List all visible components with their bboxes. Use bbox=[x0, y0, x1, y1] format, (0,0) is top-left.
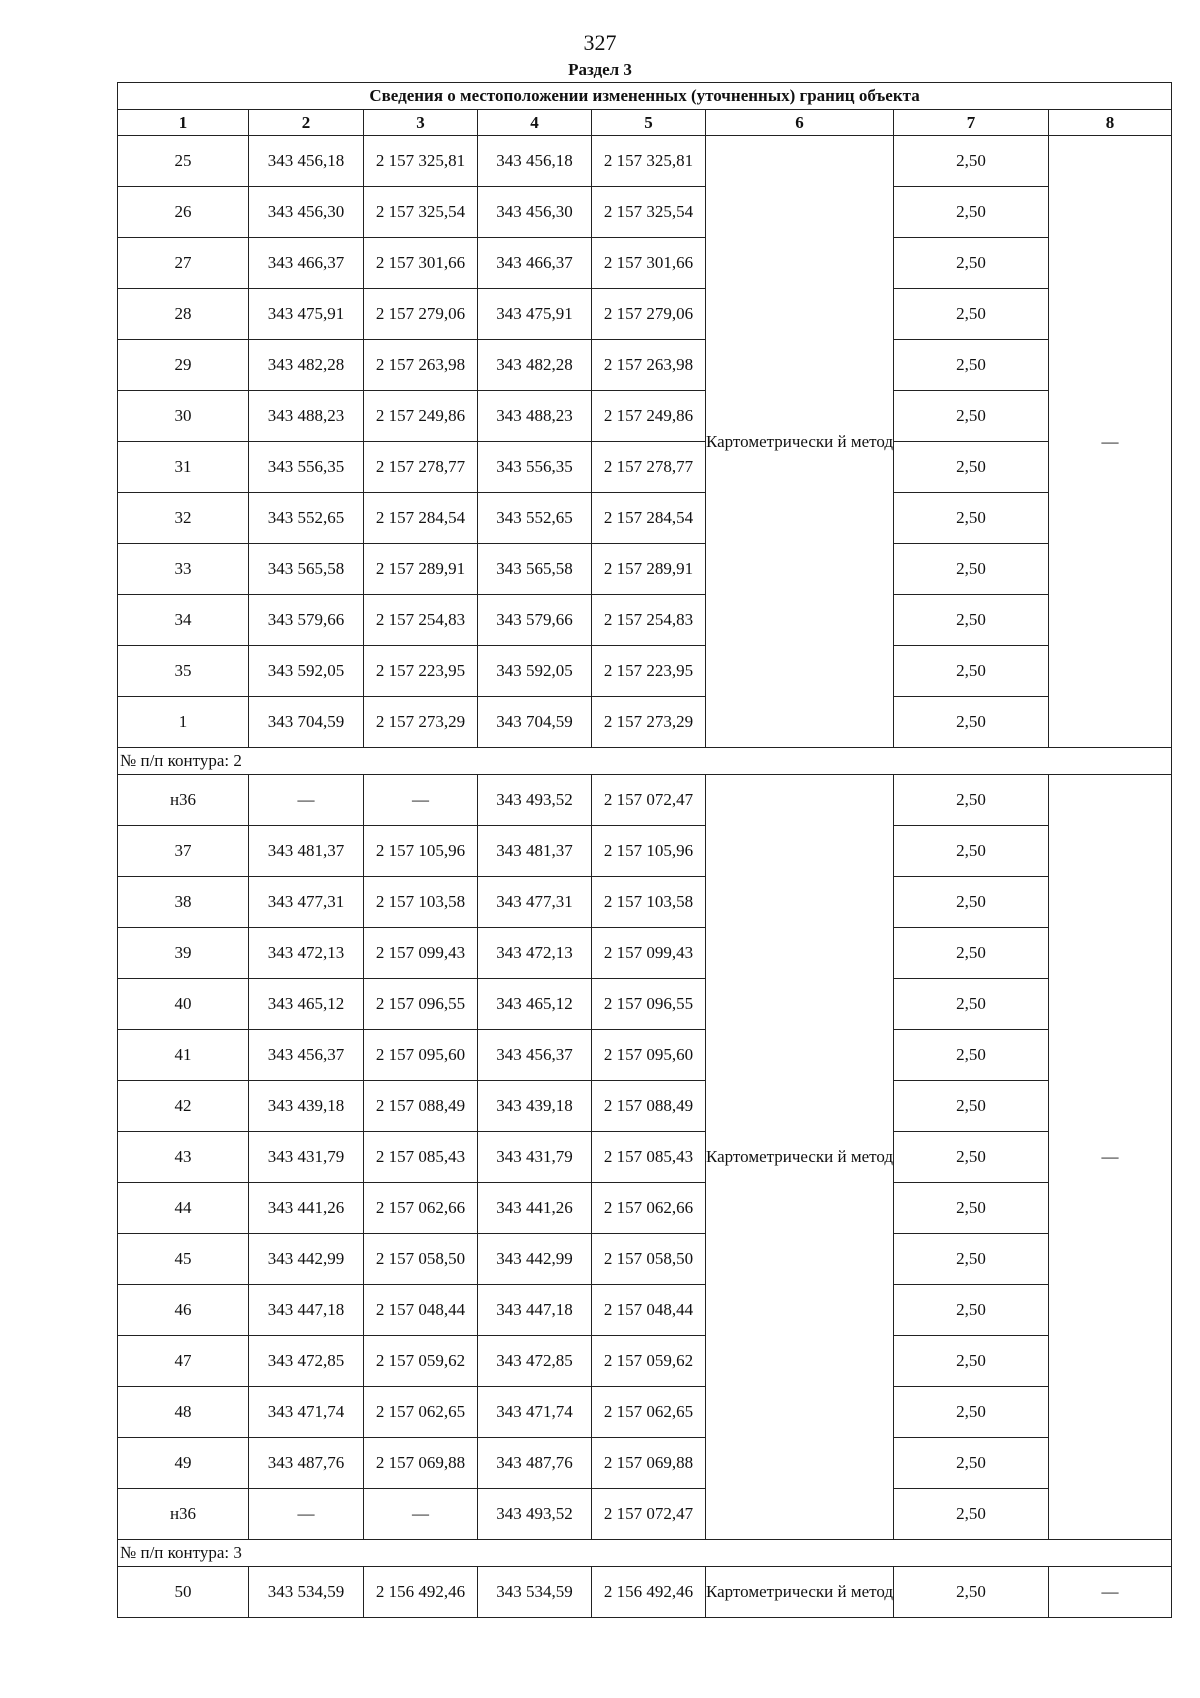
new-y-cell: 2 157 278,77 bbox=[592, 442, 706, 493]
old-x-cell: 343 534,59 bbox=[249, 1567, 364, 1618]
old-y-cell: 2 157 289,91 bbox=[364, 544, 478, 595]
point-number-cell: н36 bbox=[118, 1489, 249, 1540]
new-x-cell: 343 431,79 bbox=[478, 1132, 592, 1183]
old-x-cell: 343 579,66 bbox=[249, 595, 364, 646]
section-title: Раздел 3 bbox=[568, 60, 632, 79]
new-x-cell: 343 471,74 bbox=[478, 1387, 592, 1438]
method-cell: Картометрически й метод bbox=[706, 775, 894, 1540]
column-header: 5 bbox=[592, 110, 706, 136]
accuracy-cell: 2,50 bbox=[894, 238, 1049, 289]
point-number-cell: 38 bbox=[118, 877, 249, 928]
new-x-cell: 343 552,65 bbox=[478, 493, 592, 544]
accuracy-cell: 2,50 bbox=[894, 289, 1049, 340]
old-y-cell: 2 157 058,50 bbox=[364, 1234, 478, 1285]
point-number-cell: 25 bbox=[118, 136, 249, 187]
accuracy-cell: 2,50 bbox=[894, 1285, 1049, 1336]
point-number-cell: 46 bbox=[118, 1285, 249, 1336]
accuracy-cell: 2,50 bbox=[894, 697, 1049, 748]
new-x-cell: 343 477,31 bbox=[478, 877, 592, 928]
table-row bbox=[118, 1030, 1172, 1081]
column-header-row bbox=[118, 110, 1172, 136]
table-row bbox=[118, 544, 1172, 595]
table-row bbox=[118, 1336, 1172, 1387]
new-y-cell: 2 157 301,66 bbox=[592, 238, 706, 289]
table-row bbox=[118, 1489, 1172, 1540]
point-number-cell: 29 bbox=[118, 340, 249, 391]
old-x-cell: — bbox=[249, 775, 364, 826]
point-number-cell: 28 bbox=[118, 289, 249, 340]
new-y-cell: 2 157 088,49 bbox=[592, 1081, 706, 1132]
old-x-cell: 343 456,18 bbox=[249, 136, 364, 187]
old-y-cell: 2 157 105,96 bbox=[364, 826, 478, 877]
old-y-cell: 2 157 325,54 bbox=[364, 187, 478, 238]
old-x-cell: 343 472,13 bbox=[249, 928, 364, 979]
new-x-cell: 343 493,52 bbox=[478, 775, 592, 826]
old-x-cell: 343 482,28 bbox=[249, 340, 364, 391]
old-x-cell: 343 431,79 bbox=[249, 1132, 364, 1183]
new-y-cell: 2 157 325,54 bbox=[592, 187, 706, 238]
table-row bbox=[118, 877, 1172, 928]
accuracy-cell: 2,50 bbox=[894, 1387, 1049, 1438]
old-y-cell: 2 157 223,95 bbox=[364, 646, 478, 697]
table-row bbox=[118, 1132, 1172, 1183]
accuracy-cell: 2,50 bbox=[894, 979, 1049, 1030]
new-y-cell: 2 156 492,46 bbox=[592, 1567, 706, 1618]
old-y-cell: 2 157 249,86 bbox=[364, 391, 478, 442]
new-y-cell: 2 157 223,95 bbox=[592, 646, 706, 697]
point-number-cell: 48 bbox=[118, 1387, 249, 1438]
new-x-cell: 343 482,28 bbox=[478, 340, 592, 391]
description-cell: — bbox=[1049, 1567, 1172, 1618]
column-header: 2 bbox=[249, 110, 364, 136]
column-header: 4 bbox=[478, 110, 592, 136]
old-y-cell: 2 157 095,60 bbox=[364, 1030, 478, 1081]
old-y-cell: 2 157 325,81 bbox=[364, 136, 478, 187]
point-number-cell: 31 bbox=[118, 442, 249, 493]
old-y-cell: — bbox=[364, 1489, 478, 1540]
new-x-cell: 343 475,91 bbox=[478, 289, 592, 340]
new-y-cell: 2 157 072,47 bbox=[592, 775, 706, 826]
accuracy-cell: 2,50 bbox=[894, 442, 1049, 493]
new-y-cell: 2 157 099,43 bbox=[592, 928, 706, 979]
page-number: 327 bbox=[583, 30, 617, 55]
old-y-cell: 2 157 069,88 bbox=[364, 1438, 478, 1489]
accuracy-cell: 2,50 bbox=[894, 826, 1049, 877]
point-number-cell: 34 bbox=[118, 595, 249, 646]
old-x-cell: 343 466,37 bbox=[249, 238, 364, 289]
new-x-cell: 343 442,99 bbox=[478, 1234, 592, 1285]
accuracy-cell: 2,50 bbox=[894, 340, 1049, 391]
point-number-cell: н36 bbox=[118, 775, 249, 826]
table-row bbox=[118, 1081, 1172, 1132]
old-y-cell: — bbox=[364, 775, 478, 826]
old-y-cell: 2 157 048,44 bbox=[364, 1285, 478, 1336]
description-cell: — bbox=[1049, 775, 1172, 1540]
old-y-cell: 2 157 278,77 bbox=[364, 442, 478, 493]
old-x-cell: 343 704,59 bbox=[249, 697, 364, 748]
new-x-cell: 343 481,37 bbox=[478, 826, 592, 877]
old-y-cell: 2 157 085,43 bbox=[364, 1132, 478, 1183]
old-x-cell: — bbox=[249, 1489, 364, 1540]
old-y-cell: 2 157 059,62 bbox=[364, 1336, 478, 1387]
contour-label: № п/п контура: 3 bbox=[118, 1540, 1172, 1567]
table-row bbox=[118, 187, 1172, 238]
old-x-cell: 343 456,30 bbox=[249, 187, 364, 238]
old-x-cell: 343 477,31 bbox=[249, 877, 364, 928]
old-x-cell: 343 471,74 bbox=[249, 1387, 364, 1438]
old-x-cell: 343 447,18 bbox=[249, 1285, 364, 1336]
new-y-cell: 2 157 279,06 bbox=[592, 289, 706, 340]
new-x-cell: 343 466,37 bbox=[478, 238, 592, 289]
column-header: 7 bbox=[894, 110, 1049, 136]
boundary-coordinates-table bbox=[117, 82, 1172, 1618]
table-row bbox=[118, 493, 1172, 544]
new-y-cell: 2 157 048,44 bbox=[592, 1285, 706, 1336]
new-y-cell: 2 157 103,58 bbox=[592, 877, 706, 928]
new-y-cell: 2 157 062,66 bbox=[592, 1183, 706, 1234]
old-y-cell: 2 157 103,58 bbox=[364, 877, 478, 928]
new-x-cell: 343 565,58 bbox=[478, 544, 592, 595]
old-x-cell: 343 475,91 bbox=[249, 289, 364, 340]
new-x-cell: 343 556,35 bbox=[478, 442, 592, 493]
new-x-cell: 343 465,12 bbox=[478, 979, 592, 1030]
column-header: 3 bbox=[364, 110, 478, 136]
description-cell: — bbox=[1049, 136, 1172, 748]
accuracy-cell: 2,50 bbox=[894, 1489, 1049, 1540]
contour-row bbox=[118, 1540, 1172, 1567]
new-x-cell: 343 456,18 bbox=[478, 136, 592, 187]
accuracy-cell: 2,50 bbox=[894, 391, 1049, 442]
new-y-cell: 2 157 096,55 bbox=[592, 979, 706, 1030]
point-number-cell: 26 bbox=[118, 187, 249, 238]
point-number-cell: 30 bbox=[118, 391, 249, 442]
accuracy-cell: 2,50 bbox=[894, 1567, 1049, 1618]
new-x-cell: 343 472,85 bbox=[478, 1336, 592, 1387]
contour-label: № п/п контура: 2 bbox=[118, 748, 1172, 775]
point-number-cell: 44 bbox=[118, 1183, 249, 1234]
table-row bbox=[118, 1438, 1172, 1489]
accuracy-cell: 2,50 bbox=[894, 595, 1049, 646]
accuracy-cell: 2,50 bbox=[894, 1438, 1049, 1489]
new-x-cell: 343 488,23 bbox=[478, 391, 592, 442]
accuracy-cell: 2,50 bbox=[894, 544, 1049, 595]
old-y-cell: 2 157 062,66 bbox=[364, 1183, 478, 1234]
table-row bbox=[118, 442, 1172, 493]
new-y-cell: 2 157 072,47 bbox=[592, 1489, 706, 1540]
table-row bbox=[118, 289, 1172, 340]
new-x-cell: 343 579,66 bbox=[478, 595, 592, 646]
point-number-cell: 1 bbox=[118, 697, 249, 748]
new-x-cell: 343 456,30 bbox=[478, 187, 592, 238]
accuracy-cell: 2,50 bbox=[894, 1030, 1049, 1081]
table-row bbox=[118, 1387, 1172, 1438]
old-x-cell: 343 556,35 bbox=[249, 442, 364, 493]
column-header: 1 bbox=[118, 110, 249, 136]
table-row bbox=[118, 1285, 1172, 1336]
point-number-cell: 40 bbox=[118, 979, 249, 1030]
column-header: 6 bbox=[706, 110, 894, 136]
table-row bbox=[118, 979, 1172, 1030]
table-row bbox=[118, 1567, 1172, 1618]
table-row bbox=[118, 595, 1172, 646]
accuracy-cell: 2,50 bbox=[894, 136, 1049, 187]
old-y-cell: 2 157 273,29 bbox=[364, 697, 478, 748]
accuracy-cell: 2,50 bbox=[894, 1336, 1049, 1387]
point-number-cell: 33 bbox=[118, 544, 249, 595]
new-y-cell: 2 157 062,65 bbox=[592, 1387, 706, 1438]
new-y-cell: 2 157 289,91 bbox=[592, 544, 706, 595]
contour-row bbox=[118, 748, 1172, 775]
accuracy-cell: 2,50 bbox=[894, 493, 1049, 544]
point-number-cell: 39 bbox=[118, 928, 249, 979]
point-number-cell: 50 bbox=[118, 1567, 249, 1618]
table-row bbox=[118, 1183, 1172, 1234]
method-cell: Картометрически й метод bbox=[706, 136, 894, 748]
old-y-cell: 2 156 492,46 bbox=[364, 1567, 478, 1618]
new-y-cell: 2 157 069,88 bbox=[592, 1438, 706, 1489]
new-x-cell: 343 592,05 bbox=[478, 646, 592, 697]
method-cell: Картометрически й метод bbox=[706, 1567, 894, 1618]
accuracy-cell: 2,50 bbox=[894, 1081, 1049, 1132]
new-y-cell: 2 157 059,62 bbox=[592, 1336, 706, 1387]
table-row bbox=[118, 646, 1172, 697]
table-row bbox=[118, 238, 1172, 289]
old-x-cell: 343 456,37 bbox=[249, 1030, 364, 1081]
accuracy-cell: 2,50 bbox=[894, 646, 1049, 697]
new-y-cell: 2 157 263,98 bbox=[592, 340, 706, 391]
point-number-cell: 43 bbox=[118, 1132, 249, 1183]
old-x-cell: 343 465,12 bbox=[249, 979, 364, 1030]
new-x-cell: 343 704,59 bbox=[478, 697, 592, 748]
point-number-cell: 42 bbox=[118, 1081, 249, 1132]
old-x-cell: 343 488,23 bbox=[249, 391, 364, 442]
old-x-cell: 343 472,85 bbox=[249, 1336, 364, 1387]
old-y-cell: 2 157 096,55 bbox=[364, 979, 478, 1030]
table-row bbox=[118, 1234, 1172, 1285]
old-x-cell: 343 439,18 bbox=[249, 1081, 364, 1132]
table-row bbox=[118, 775, 1172, 826]
new-y-cell: 2 157 105,96 bbox=[592, 826, 706, 877]
new-y-cell: 2 157 254,83 bbox=[592, 595, 706, 646]
point-number-cell: 32 bbox=[118, 493, 249, 544]
new-x-cell: 343 456,37 bbox=[478, 1030, 592, 1081]
point-number-cell: 47 bbox=[118, 1336, 249, 1387]
accuracy-cell: 2,50 bbox=[894, 1183, 1049, 1234]
old-x-cell: 343 481,37 bbox=[249, 826, 364, 877]
new-y-cell: 2 157 058,50 bbox=[592, 1234, 706, 1285]
new-x-cell: 343 447,18 bbox=[478, 1285, 592, 1336]
old-y-cell: 2 157 263,98 bbox=[364, 340, 478, 391]
new-x-cell: 343 472,13 bbox=[478, 928, 592, 979]
accuracy-cell: 2,50 bbox=[894, 1234, 1049, 1285]
old-y-cell: 2 157 254,83 bbox=[364, 595, 478, 646]
old-x-cell: 343 565,58 bbox=[249, 544, 364, 595]
old-x-cell: 343 552,65 bbox=[249, 493, 364, 544]
accuracy-cell: 2,50 bbox=[894, 775, 1049, 826]
accuracy-cell: 2,50 bbox=[894, 877, 1049, 928]
new-y-cell: 2 157 085,43 bbox=[592, 1132, 706, 1183]
old-x-cell: 343 592,05 bbox=[249, 646, 364, 697]
accuracy-cell: 2,50 bbox=[894, 1132, 1049, 1183]
new-x-cell: 343 487,76 bbox=[478, 1438, 592, 1489]
new-y-cell: 2 157 095,60 bbox=[592, 1030, 706, 1081]
old-x-cell: 343 487,76 bbox=[249, 1438, 364, 1489]
old-y-cell: 2 157 279,06 bbox=[364, 289, 478, 340]
table-row bbox=[118, 928, 1172, 979]
table-row bbox=[118, 340, 1172, 391]
table-row bbox=[118, 136, 1172, 187]
old-y-cell: 2 157 062,65 bbox=[364, 1387, 478, 1438]
new-y-cell: 2 157 273,29 bbox=[592, 697, 706, 748]
table-title: Сведения о местоположении измененных (уточненных) границ объекта bbox=[118, 83, 1172, 110]
accuracy-cell: 2,50 bbox=[894, 928, 1049, 979]
table-row bbox=[118, 826, 1172, 877]
point-number-cell: 37 bbox=[118, 826, 249, 877]
column-header: 8 bbox=[1049, 110, 1172, 136]
new-x-cell: 343 493,52 bbox=[478, 1489, 592, 1540]
table-row bbox=[118, 697, 1172, 748]
point-number-cell: 41 bbox=[118, 1030, 249, 1081]
old-y-cell: 2 157 088,49 bbox=[364, 1081, 478, 1132]
new-x-cell: 343 441,26 bbox=[478, 1183, 592, 1234]
old-x-cell: 343 442,99 bbox=[249, 1234, 364, 1285]
point-number-cell: 35 bbox=[118, 646, 249, 697]
new-y-cell: 2 157 284,54 bbox=[592, 493, 706, 544]
point-number-cell: 45 bbox=[118, 1234, 249, 1285]
new-y-cell: 2 157 325,81 bbox=[592, 136, 706, 187]
new-x-cell: 343 439,18 bbox=[478, 1081, 592, 1132]
point-number-cell: 27 bbox=[118, 238, 249, 289]
new-y-cell: 2 157 249,86 bbox=[592, 391, 706, 442]
table-row bbox=[118, 391, 1172, 442]
old-y-cell: 2 157 099,43 bbox=[364, 928, 478, 979]
old-x-cell: 343 441,26 bbox=[249, 1183, 364, 1234]
old-y-cell: 2 157 301,66 bbox=[364, 238, 478, 289]
point-number-cell: 49 bbox=[118, 1438, 249, 1489]
old-y-cell: 2 157 284,54 bbox=[364, 493, 478, 544]
accuracy-cell: 2,50 bbox=[894, 187, 1049, 238]
new-x-cell: 343 534,59 bbox=[478, 1567, 592, 1618]
